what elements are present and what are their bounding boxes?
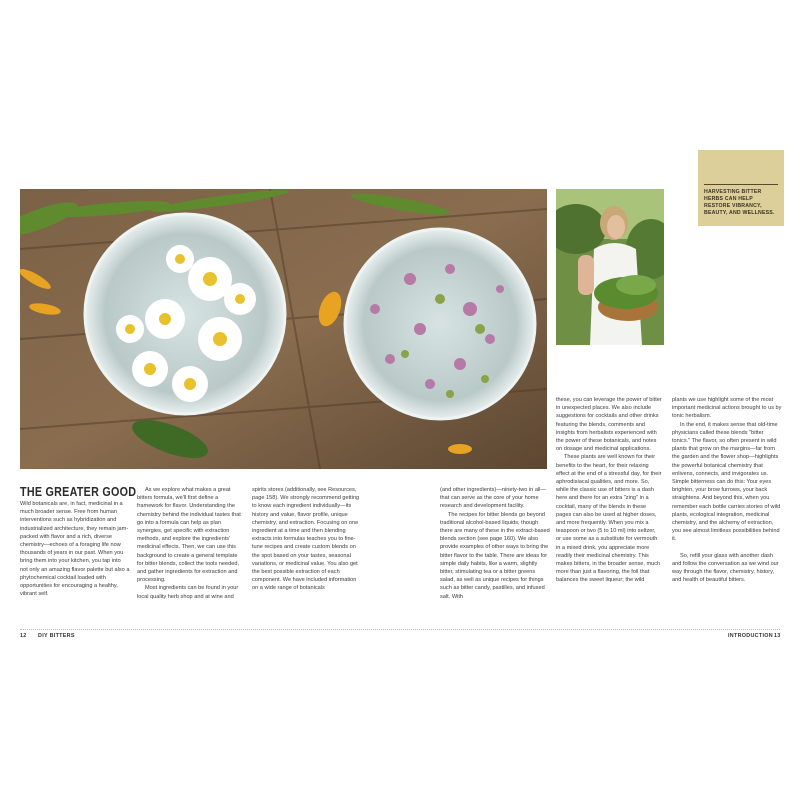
paragraph: As we explore what makes a great bitters formula, we'll first define a framework for flavor. Understanding the chemistry behind the individual tastes that go into a formula can help as plan synergies, get specific with extraction methods, and explore the ingredients' medicinal effects. Then, we can use this background to create a general template for bitter blends, collect the tools needed, and gather ingredients for extraction and processing. [137, 487, 241, 584]
paragraph: plants we use highlight some of the most important medicinal actions brought to us by tonic herbalism. [672, 397, 782, 420]
paragraph: The recipes for bitter blends go beyond traditional alcohol-based liquids, though there are many of these in the extract-based blends section (see page 160). We also provide examples of other ways to bring the bitter flavor to the table. There are ideas for simple daily habits, like a warm, slightly bitter, stimulating tea or a bitter greens salad, as well as unique recipes for things such as bitter candy, pastilles, and infused salt. With [440, 511, 550, 600]
photo-caption-box [698, 150, 784, 226]
right-page-number: 13 [774, 633, 781, 639]
paragraph: In the end, it makes sense that old-time physicians called these blends "bitter tonics." The flavor, so often present in wild plants that grow on the margins—far from the garden and the flower shop—highlights the powerful botanical chemistry that enlivens, connects, and invigorates us. Simple bitterness can do this: Your eyes brighten, your brow furrows, your back straightens. And beyond this, when you remember each bottle carries stories of wild plants, ecological integration, medicinal chemistry, and the alchemy of extraction, you see almost limitless possibilities behind it. [672, 421, 781, 543]
paragraph: So, refill your glass with another dash and follow the conversation as we wind our way through the flavor, chemistry, history, and health of beautiful bitters. [672, 552, 779, 584]
paragraph: these, you can leverage the power of bitter in unexpected places. We also include suggestions for cocktails and other drinks featuring the blends, comments and insights from herbalists experienced with the power of these botanicals, and notes on dosage and medicinal applications. [556, 397, 662, 453]
main-photo-bowls [20, 189, 547, 469]
paragraph: Most ingredients can be found in your local quality herb shop and at wine and [137, 585, 239, 600]
text-column-2 [137, 486, 245, 601]
caption-divider [704, 184, 778, 185]
paragraph: Wild botanicals are, in fact, medicinal in a much broader sense. Free from human interventions such as hybridization and industrialized architecture, they remain jam-packed with flavor and a rich, diverse chemistry—echoes of a foraging life now thousands of years in our past. When you bring them into your kitchen, you tap into not only an amazing flavor palette but also a phytochemical cocktail loaded with opportunities for encouraging a healthy, vibrant self. [20, 501, 130, 598]
photo-caption: HARVESTING BITTER HERBS CAN HELP RESTORE VIBRANCY, BEAUTY, AND WELLNESS. [704, 189, 775, 216]
text-column-3 [252, 486, 364, 593]
text-column-1 [20, 500, 130, 598]
left-page-number: 12 [20, 633, 27, 639]
paragraph: (and other ingredients)—ninety-two in all—that can serve as the core of your home research and development facility. [440, 487, 547, 510]
text-column-6 [672, 396, 782, 584]
left-running-title: DIY BITTERS [38, 633, 75, 639]
section-heading: THE GREATER GOOD [20, 485, 137, 499]
paragraph: These plants are well known for their benefits to the heart, for their relaxing effect at the end of a stressful day, for their aphrodisiacal qualities, and more. So, while the classic use of bitters is a dash here and there for an extra "zing" in a cocktail, many of the blends in these pages can also be used at higher doses, and more frequently. When you mix a teaspoon or two (5 to 10 ml) into seltzer, or use some as a substitute for vermouth in a mixed drink, you appreciate more readily their medicinal chemistry. This makes bitters, in the broader sense, much more than just a flavoring, the foil that balances the sweet liqueur; the wild [556, 454, 662, 584]
text-column-5 [556, 396, 662, 585]
portrait-photo-herbalist [556, 189, 664, 345]
footer-divider [20, 629, 780, 630]
paragraph: spirits stores (additionally, see Resources, page 158). We strongly recommend getting to know each ingredient individually—its history and value, flavor profile, unique chemistry, and extraction. Focusing on one ingredient at a time and then blending extracts into formulas teaches you to fine-tune recipes and create custom blends on the spot based on your tastes, seasonal variations, or medicinal value. You also get the best possible extraction of each component. We have included information on a wide range of botanicals [252, 487, 360, 592]
text-column-4 [440, 486, 550, 601]
right-running-title: INTRODUCTION [728, 633, 773, 639]
